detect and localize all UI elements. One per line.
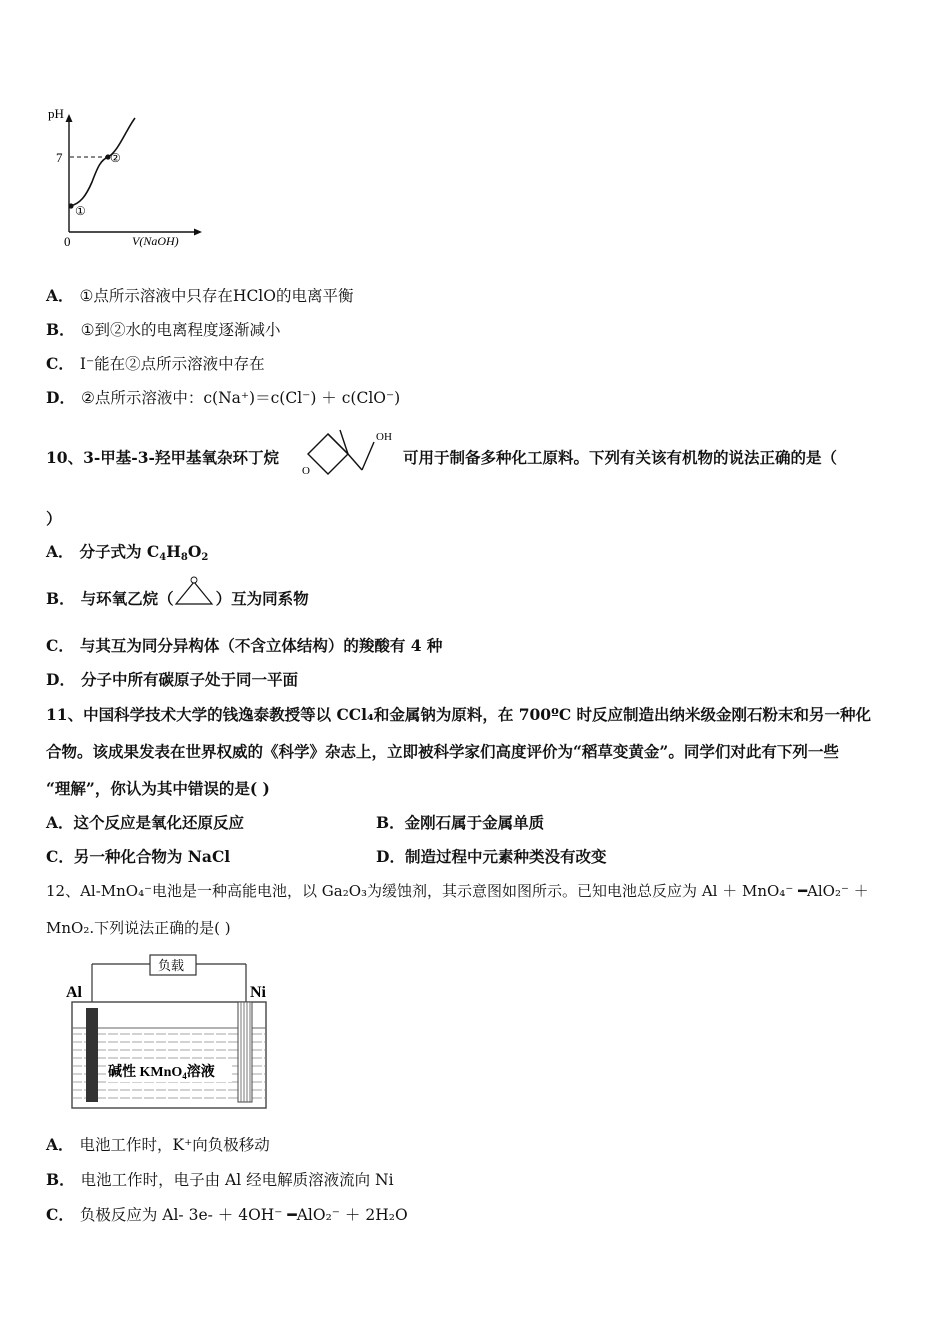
point2-label: ② [110, 151, 121, 165]
ph-titration-graph [40, 100, 210, 250]
q11-option-d: D．制造过程中元素种类没有改变 [376, 847, 607, 866]
q10-option-d: D． 分子中所有碳原子处于同一平面 [46, 670, 298, 689]
q10-option-c: C． 与其互为同分异构体（不含立体结构）的羧酸有 4 种 [46, 636, 443, 655]
al-electrode [86, 1008, 98, 1102]
y-axis-label: pH [48, 106, 64, 121]
q10-option-a: A． 分子式为 $C_4H_8O_2$ [46, 542, 209, 563]
struct-oxygen: O [302, 465, 310, 477]
q9-option-c: C． I⁻能在②点所示溶液中存在 [46, 354, 265, 373]
q10-stem-close: ） [46, 509, 62, 528]
q10-stem-before: 10、3-甲基-3-羟甲基氧杂环丁烷 [46, 448, 279, 467]
x-axis-label: V(NaOH) [132, 234, 179, 248]
oxetane-structure [288, 424, 400, 488]
q11-stem-line1: 11、中国科学技术大学的钱逸泰教授等以 CCl₄和金属钠为原料，在 700ºC 时反应制造出纳米级金刚石粉末和另一种化 [46, 705, 872, 724]
q12-stem-line2: MnO₂.下列说法正确的是( ) [46, 919, 231, 937]
x-axis-arrow [194, 229, 202, 236]
point1-marker [68, 203, 73, 208]
q12-option-c: C． 负极反应为 Al- 3e- ＋ 4OH⁻ ━AlO₂⁻ ＋ 2H₂O [46, 1205, 408, 1224]
q11-option-b: B．金刚石属于金属单质 [376, 813, 545, 832]
q11-option-c: C．另一种化合物为 NaCl [46, 847, 231, 866]
q12-option-a: A． 电池工作时，K⁺向负极移动 [46, 1135, 270, 1154]
battery-diagram [60, 950, 280, 1115]
solution-label: 碱性 KMnO$_4$溶液 [108, 1065, 215, 1081]
q9-option-a: A． ①点所示溶液中只存在HClO的电离平衡 [46, 286, 354, 305]
load-label: 负载 [158, 958, 185, 973]
y-axis-arrow [66, 114, 73, 122]
q10-stem-after: 可用于制备多种化工原料。下列有关该有机物的说法正确的是（ [403, 448, 838, 467]
q11-stem-line3: “理解”，你认为其中错误的是( ) [46, 779, 270, 798]
q12-option-b: B． 电池工作时，电子由 Al 经电解质溶液流向 Ni [46, 1170, 394, 1189]
titration-curve [70, 118, 135, 206]
q9-option-b: B． ①到②水的电离程度逐渐减小 [46, 320, 281, 339]
q11-option-a: A．这个反应是氧化还原反应 [46, 813, 245, 832]
ni-label: Ni [250, 984, 266, 1001]
q10-option-b: B． 与环氧乙烷（ ）互为同系物 [46, 589, 309, 608]
origin-label: 0 [64, 234, 71, 249]
cell-container [72, 1002, 266, 1108]
q11-stem-line2: 合物。该成果发表在世界权威的《科学》杂志上，立即被科学家们高度评价为“稻草变黄金”。同学们对此有下列一些 [46, 742, 839, 761]
point1-label: ① [75, 204, 86, 218]
epoxide-structure [172, 574, 218, 608]
struct-oh: OH [376, 431, 392, 443]
q12-stem-line1: 12、Al-MnO₄⁻电池是一种高能电池，以 Ga₂O₃为缓蚀剂，其示意图如图所示。已知电池总反应为 Al ＋ MnO₄⁻ ━AlO₂⁻ ＋ [46, 882, 869, 900]
al-label: Al [66, 984, 82, 1001]
q9-option-d: D． ②点所示溶液中：c(Na⁺)＝c(Cl⁻) ＋ c(ClO⁻) [46, 388, 401, 407]
y-tick-7: 7 [56, 150, 63, 165]
